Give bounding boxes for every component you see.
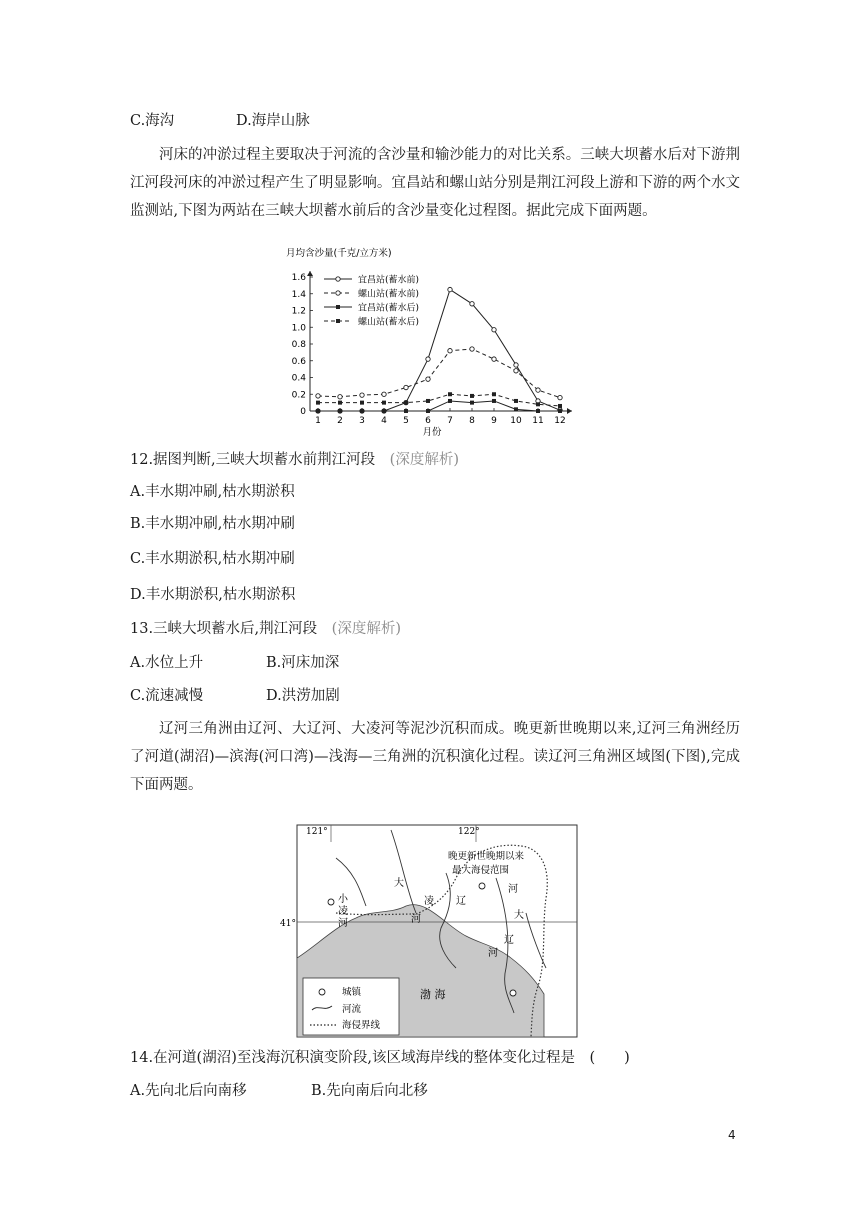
x-tick-label: 11 — [532, 416, 544, 426]
chart-legend — [324, 274, 419, 328]
x-tick-label: 6 — [425, 416, 431, 426]
label-da-1: 大 — [394, 878, 404, 889]
q13-stem: 13.三峡大坝蓄水后,荆江河段 (深度解析) — [130, 621, 401, 637]
x-tick-label: 12 — [554, 416, 566, 426]
passage-sediment: 河床的冲淤过程主要取决于河流的含沙量和输沙能力的对比关系。三峡大坝蓄水后对下游荆江河段河床的冲淤过程产生了明显影响。宜昌站和螺山站分别是荆江河段上游和下游的两个水文监测站,下图为两站在三峡大坝蓄水前后的含沙量变化过程图。据此完成下面两题。 — [130, 147, 740, 219]
x-tick-label: 1 — [315, 416, 321, 426]
data-point — [558, 395, 562, 399]
data-point — [470, 401, 474, 405]
legend-town-label: 城镇 — [342, 987, 362, 998]
label-ling: 凌 — [338, 906, 348, 917]
data-point — [492, 399, 496, 403]
data-point — [316, 409, 320, 413]
data-point — [448, 392, 452, 396]
series-1 — [316, 287, 562, 413]
data-point — [338, 401, 342, 405]
x-tick-label: 7 — [447, 416, 453, 426]
label-liao-1: 辽 — [456, 896, 466, 907]
legend-marker — [336, 305, 340, 309]
data-point — [514, 363, 518, 367]
x-tick-label: 10 — [510, 416, 522, 426]
legend-marker — [336, 277, 340, 281]
legend-boundary-label: 海侵界线 — [342, 1020, 381, 1031]
y-axis-arrow — [307, 271, 313, 276]
q14-option-a: A.先向北后向南移 — [130, 1083, 247, 1099]
data-point — [470, 347, 474, 351]
data-point — [382, 401, 386, 405]
q13-option-c: C.流速减慢 — [130, 688, 204, 704]
data-point — [448, 399, 452, 403]
data-point — [448, 287, 452, 291]
data-point — [492, 392, 496, 396]
chart-ylabel: 月均含沙量(千克/立方米) — [286, 248, 392, 259]
label-bohai: 渤 海 — [420, 988, 446, 1001]
option-11d: D.海岸山脉 — [236, 113, 310, 129]
label-dalinghe-ling: 凌 — [424, 896, 434, 907]
data-point — [360, 393, 364, 397]
data-point — [382, 392, 386, 396]
town-marker — [510, 990, 516, 996]
sediment-chart — [280, 243, 580, 443]
y-tick-label: 0 — [300, 407, 306, 417]
series-line — [318, 290, 560, 411]
label-daliaohe-he: 河 — [488, 948, 498, 959]
data-point — [470, 302, 474, 306]
series-2 — [316, 347, 562, 400]
q14-option-b: B.先向南后向北移 — [311, 1083, 428, 1099]
data-point — [514, 369, 518, 373]
data-point — [404, 409, 408, 413]
passage-liaohe: 辽河三角洲由辽河、大辽河、大凌河等泥沙沉积而成。晚更新世晚期以来,辽河三角洲经历了河道(湖沼)—滨海(河口湾)—浅海—三角洲的沉积演化过程。读辽河三角洲区域图(下图),完成下面两题。 — [130, 721, 740, 793]
q12-option-d: D.丰水期淤积,枯水期淤积 — [130, 587, 296, 603]
annotation-late-pleistocene: 晚更新世晚期以来 — [448, 851, 525, 862]
data-point — [470, 394, 474, 398]
data-point — [492, 357, 496, 361]
data-point — [426, 409, 430, 413]
data-point — [338, 409, 342, 413]
label-liao-2: 辽 — [504, 935, 514, 946]
data-point — [426, 357, 430, 361]
data-point — [536, 409, 540, 413]
x-tick-label: 3 — [359, 416, 365, 426]
lon-122-label: 122° — [458, 827, 480, 837]
chart-axes — [307, 271, 572, 414]
data-point — [426, 399, 430, 403]
data-point — [360, 409, 364, 413]
map-legend — [303, 978, 399, 1035]
data-point — [338, 395, 342, 399]
q12-stem: 12.据图判断,三峡大坝蓄水前荆江河段 (深度解析) — [130, 452, 459, 468]
data-point — [536, 388, 540, 392]
data-point — [316, 401, 320, 405]
legend-town-symbol — [319, 989, 325, 995]
q14-stem: 14.在河道(湖沼)至浅海沉积演变阶段,该区域海岸线的整体变化过程是 ( ) — [130, 1050, 630, 1066]
legend-marker — [336, 291, 340, 295]
x-tick-label: 2 — [337, 416, 343, 426]
y-tick-label: 0.4 — [291, 373, 306, 384]
lon-121-label: 121° — [306, 827, 328, 837]
label-xiao: 小 — [338, 894, 348, 905]
data-point — [448, 349, 452, 353]
q13-option-d: D.洪涝加剧 — [266, 688, 340, 704]
y-tick-label: 0.2 — [291, 390, 306, 401]
q14-blank: ( ) — [589, 1050, 630, 1066]
data-point — [536, 402, 540, 406]
x-tick-label: 9 — [491, 416, 497, 426]
x-axis-arrow — [567, 408, 572, 414]
data-point — [404, 385, 408, 389]
data-point — [426, 377, 430, 381]
q13-option-b: B.河床加深 — [266, 655, 340, 671]
legend-label: 宜昌站(蓄水前) — [358, 275, 420, 286]
page-number: 4 — [728, 1128, 736, 1142]
x-tick-label: 4 — [381, 416, 387, 426]
town-marker — [328, 899, 334, 905]
data-point — [382, 409, 386, 413]
y-tick-label: 1.0 — [291, 323, 306, 334]
q12-option-a: A.丰水期冲刷,枯水期淤积 — [130, 484, 295, 500]
legend-label: 宜昌站(蓄水后) — [358, 303, 420, 314]
data-point — [558, 404, 562, 408]
y-tick-label: 0.8 — [291, 340, 306, 350]
legend-river-label: 河流 — [342, 1004, 362, 1015]
y-tick-label: 1.4 — [291, 289, 306, 300]
legend-label: 螺山站(蓄水前) — [358, 289, 420, 300]
x-tick-label: 5 — [403, 416, 409, 426]
chart-xlabel: 月份 — [422, 427, 442, 438]
chart-series — [316, 287, 562, 413]
y-tick-label: 1.6 — [291, 273, 306, 283]
y-tick-label: 0.6 — [291, 356, 306, 367]
q12-tag: (深度解析) — [389, 452, 459, 468]
town-marker — [479, 883, 485, 889]
q12-option-c: C.丰水期淤积,枯水期冲刷 — [130, 551, 295, 567]
lat-41-label: 41° — [280, 919, 296, 929]
q12-option-b: B.丰水期冲刷,枯水期冲刷 — [130, 516, 295, 532]
option-11c: C.海沟 — [130, 113, 175, 129]
data-point — [316, 394, 320, 398]
x-tick-label: 8 — [469, 416, 475, 426]
q13-tag: (深度解析) — [331, 621, 401, 637]
data-point — [514, 407, 518, 411]
label-liaohe-he: 河 — [508, 884, 518, 895]
y-tick-label: 1.2 — [291, 306, 306, 317]
q13-option-a: A.水位上升 — [130, 655, 204, 671]
label-dalinghe-he: 河 — [411, 914, 421, 925]
data-point — [360, 401, 364, 405]
legend-marker — [336, 319, 340, 323]
data-point — [558, 409, 562, 413]
label-da-2: 大 — [514, 910, 524, 921]
data-point — [404, 401, 408, 405]
series-line — [318, 349, 560, 398]
annotation-max-transgression: 最大海侵范围 — [452, 865, 510, 876]
data-point — [492, 328, 496, 332]
liaohe-delta-map — [280, 818, 578, 1038]
data-point — [514, 399, 518, 403]
legend-label: 螺山站(蓄水后) — [358, 317, 420, 328]
label-he: 河 — [338, 918, 348, 929]
